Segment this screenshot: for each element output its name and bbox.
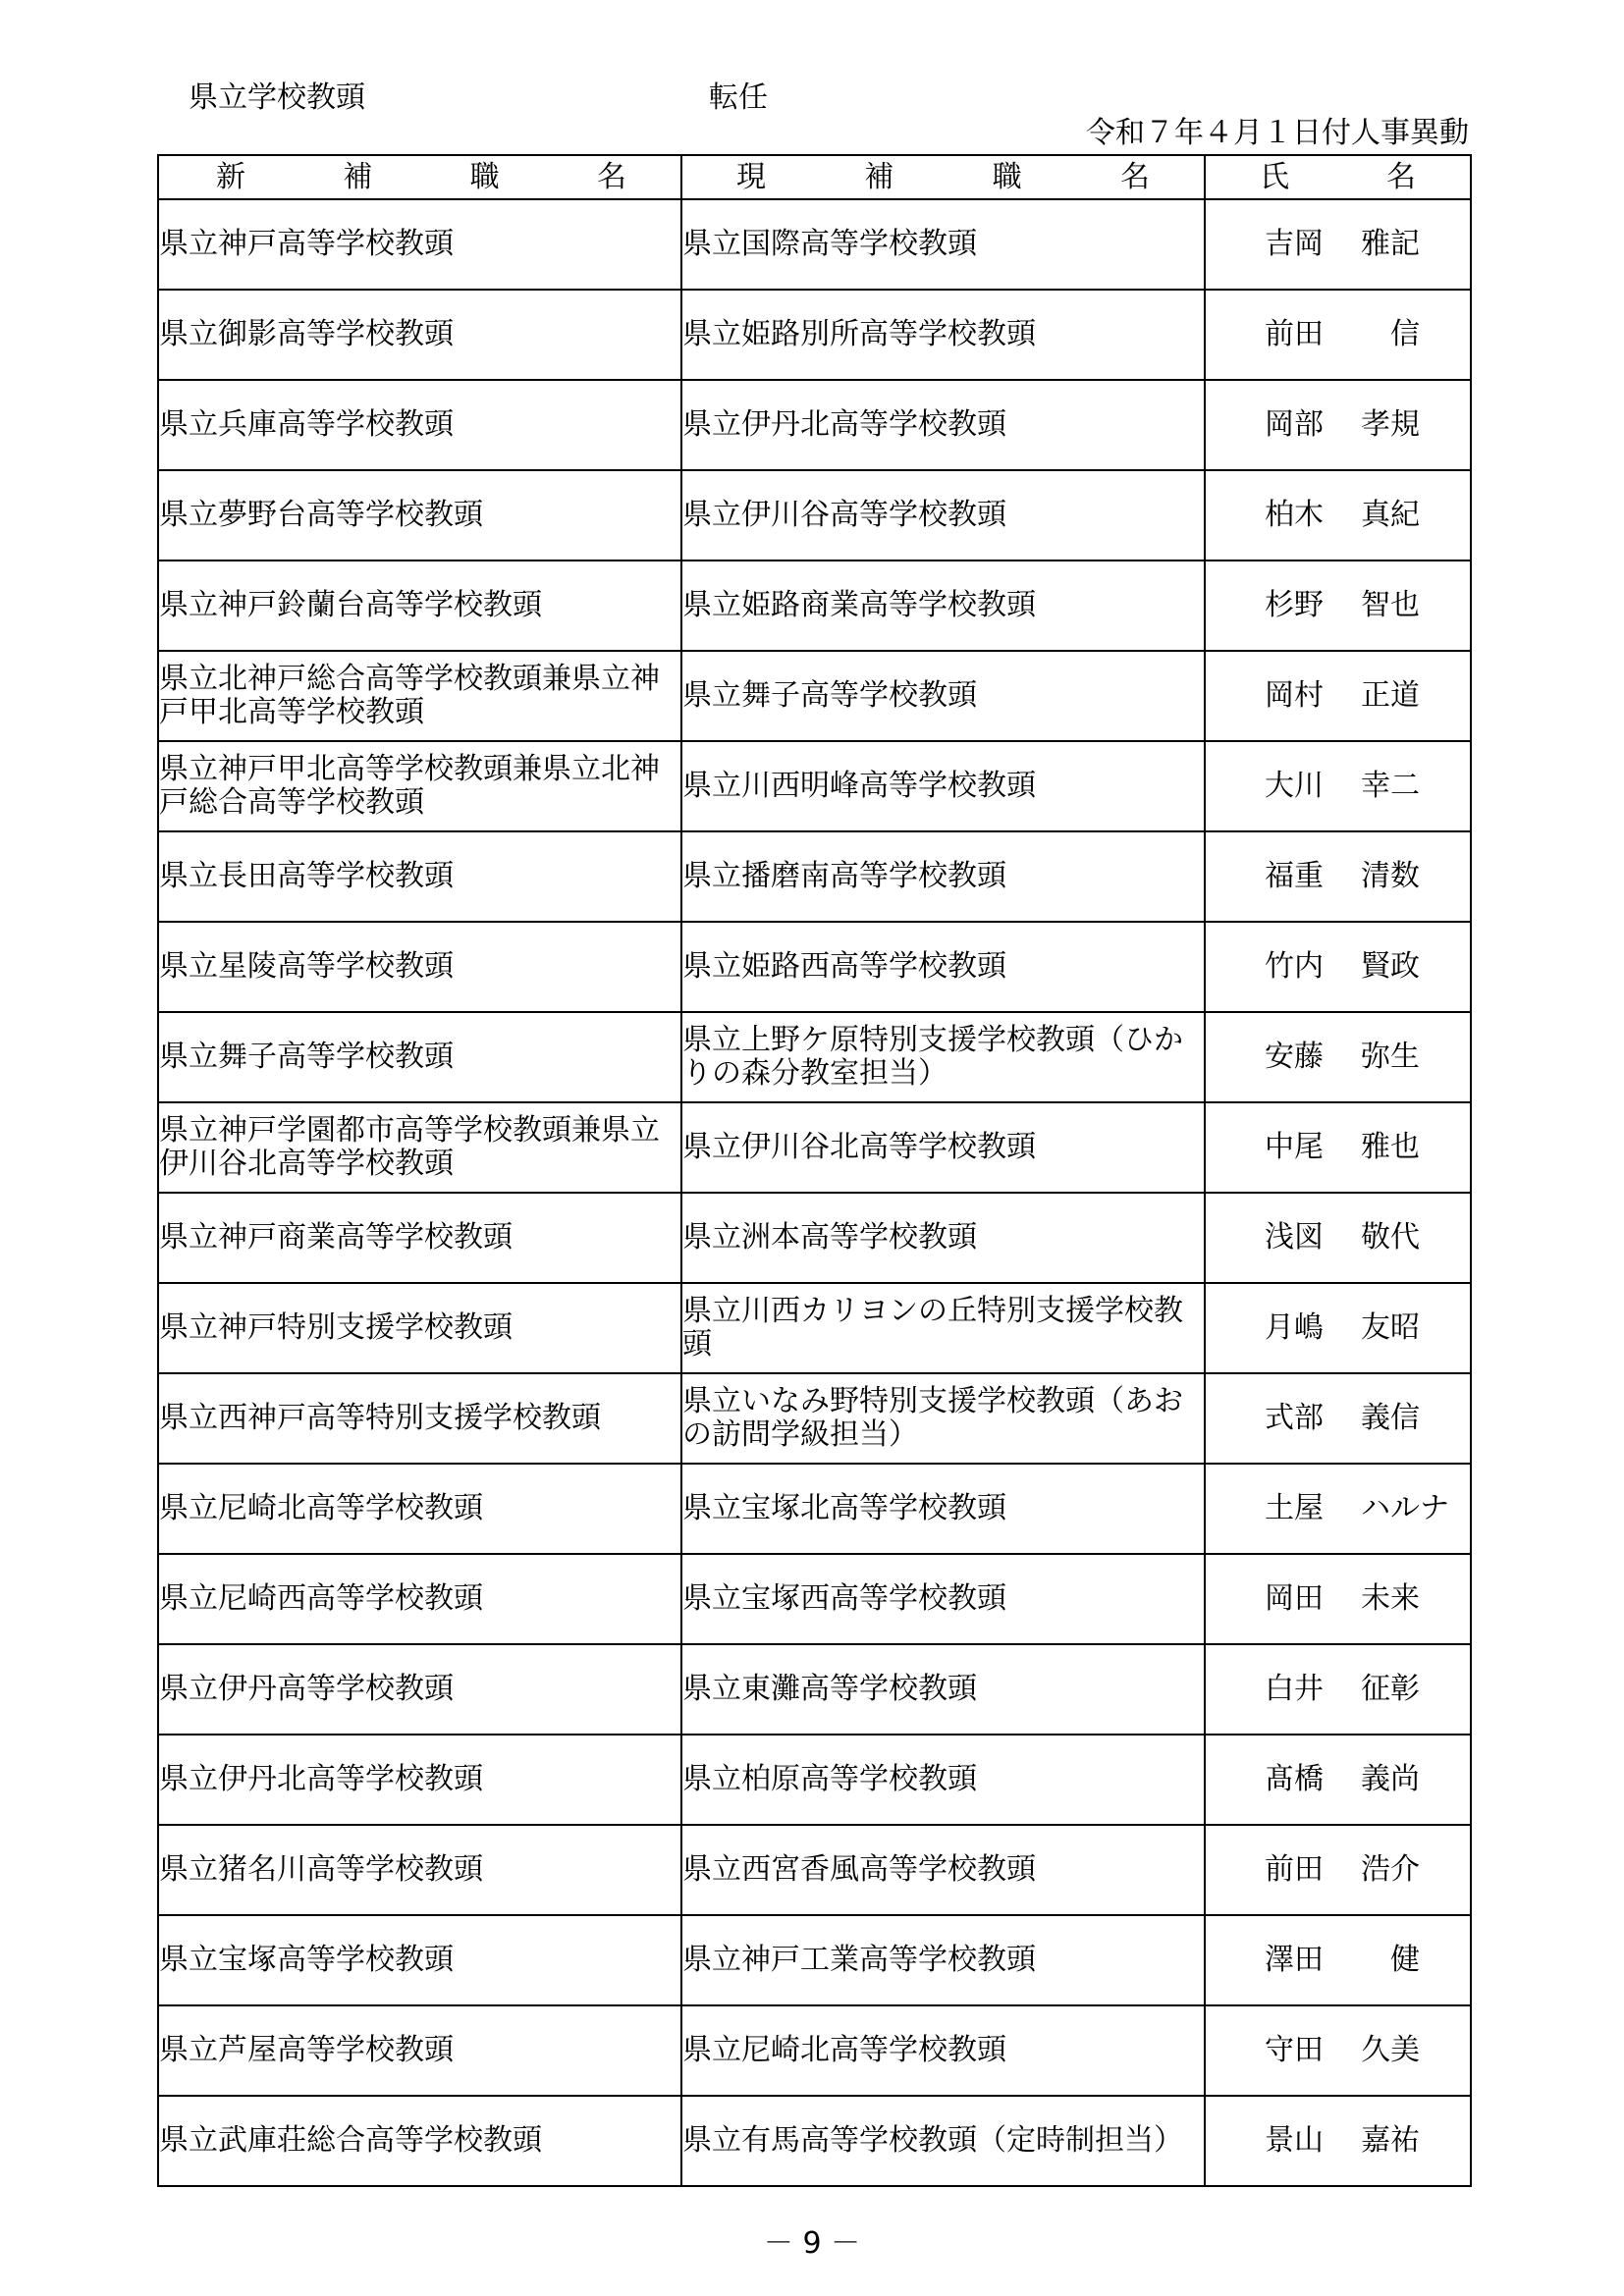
- header-char: 職: [469, 159, 500, 194]
- current-post-cell: 県立神戸工業高等学校教頭: [681, 1915, 1205, 2005]
- new-post-cell: 県立武庫荘総合高等学校教頭: [158, 2096, 681, 2186]
- person-name-cell: [1205, 2096, 1471, 2186]
- person-name-cell: [1205, 741, 1471, 831]
- new-post-cell: 県立神戸甲北高等学校教頭兼県立北神戸総合高等学校教頭: [158, 741, 681, 831]
- table-row: [158, 1193, 1471, 1283]
- surname: 式部: [1265, 1401, 1324, 1435]
- current-post-cell: 県立有馬高等学校教頭（定時制担当）: [681, 2096, 1205, 2186]
- person-name-cell: [1205, 1644, 1471, 1735]
- given-name: 義信: [1361, 1401, 1420, 1435]
- given-name: 健: [1361, 1943, 1420, 1977]
- new-post-cell: 県立長田高等学校教頭: [158, 831, 681, 922]
- column-header-new-post: [158, 155, 681, 199]
- current-post-cell: 県立川西明峰高等学校教頭: [681, 741, 1205, 831]
- surname: 髙橋: [1265, 1762, 1324, 1796]
- surname: 前田: [1265, 317, 1324, 351]
- table-row: [158, 1012, 1471, 1102]
- person-name-cell: [1205, 831, 1471, 922]
- surname: 前田: [1265, 1852, 1324, 1887]
- person-name-cell: [1205, 1554, 1471, 1644]
- surname: 吉岡: [1265, 227, 1324, 261]
- given-name: 敬代: [1361, 1220, 1420, 1255]
- new-post-cell: 県立神戸鈴蘭台高等学校教頭: [158, 561, 681, 651]
- surname: 土屋: [1265, 1491, 1324, 1525]
- table-row: [158, 651, 1471, 741]
- current-post-cell: 県立姫路商業高等学校教頭: [681, 561, 1205, 651]
- person-name-cell: [1205, 380, 1471, 470]
- given-name: 智也: [1361, 588, 1420, 622]
- new-post-cell: 県立伊丹北高等学校教頭: [158, 1735, 681, 1825]
- surname: 柏木: [1265, 498, 1324, 532]
- header-char: 名: [1386, 159, 1416, 194]
- person-name-cell: [1205, 1373, 1471, 1464]
- new-post-cell: 県立御影高等学校教頭: [158, 290, 681, 380]
- personnel-transfer-table: [157, 154, 1472, 2187]
- table-row: [158, 922, 1471, 1012]
- given-name: 浩介: [1361, 1852, 1420, 1887]
- new-post-cell: 県立伊丹高等学校教頭: [158, 1644, 681, 1735]
- given-name: 清数: [1361, 859, 1420, 893]
- current-post-cell: 県立国際高等学校教頭: [681, 199, 1205, 290]
- surname: 岡部: [1265, 407, 1324, 442]
- person-name-cell: [1205, 1193, 1471, 1283]
- given-name: 嘉祐: [1361, 2123, 1420, 2158]
- current-post-cell: 県立上野ケ原特別支援学校教頭（ひかりの森分教室担当）: [681, 1012, 1205, 1102]
- current-post-cell: 県立宝塚西高等学校教頭: [681, 1554, 1205, 1644]
- new-post-cell: 県立猪名川高等学校教頭: [158, 1825, 681, 1915]
- current-post-cell: 県立宝塚北高等学校教頭: [681, 1464, 1205, 1554]
- current-post-cell: 県立柏原高等学校教頭: [681, 1735, 1205, 1825]
- new-post-cell: 県立尼崎西高等学校教頭: [158, 1554, 681, 1644]
- person-name-cell: [1205, 1102, 1471, 1193]
- given-name: 友昭: [1361, 1310, 1420, 1345]
- surname: 大川: [1265, 769, 1324, 803]
- current-post-cell: 県立洲本高等学校教頭: [681, 1193, 1205, 1283]
- person-name-cell: [1205, 1012, 1471, 1102]
- table-row: [158, 1464, 1471, 1554]
- header-char: 名: [1119, 159, 1150, 194]
- surname: 岡田: [1265, 1581, 1324, 1616]
- table-row: [158, 290, 1471, 380]
- person-name-cell: [1205, 1735, 1471, 1825]
- new-post-cell: 県立尼崎北高等学校教頭: [158, 1464, 681, 1554]
- table-row: [158, 561, 1471, 651]
- table-row: [158, 470, 1471, 561]
- table-row: [158, 2005, 1471, 2096]
- given-name: 義尚: [1361, 1762, 1420, 1796]
- header-char: 現: [736, 159, 766, 194]
- table-row: [158, 1102, 1471, 1193]
- new-post-cell: 県立星陵高等学校教頭: [158, 922, 681, 1012]
- surname: 月嶋: [1265, 1310, 1324, 1345]
- current-post-cell: 県立伊丹北高等学校教頭: [681, 380, 1205, 470]
- given-name: 久美: [1361, 2033, 1420, 2067]
- given-name: 征彰: [1361, 1672, 1420, 1706]
- new-post-cell: 県立舞子高等学校教頭: [158, 1012, 681, 1102]
- header-char: 氏: [1260, 159, 1289, 194]
- surname: 澤田: [1265, 1943, 1324, 1977]
- table-row: [158, 1283, 1471, 1373]
- person-name-cell: [1205, 2005, 1471, 2096]
- header-char: 補: [864, 159, 894, 194]
- given-name: 幸二: [1361, 769, 1420, 803]
- given-name: 未来: [1361, 1581, 1420, 1616]
- new-post-cell: 県立神戸学園都市高等学校教頭兼県立伊川谷北高等学校教頭: [158, 1102, 681, 1193]
- column-header-name: [1205, 155, 1471, 199]
- current-post-cell: 県立舞子高等学校教頭: [681, 651, 1205, 741]
- new-post-cell: 県立神戸商業高等学校教頭: [158, 1193, 681, 1283]
- new-post-cell: 県立兵庫高等学校教頭: [158, 380, 681, 470]
- table-body: [158, 199, 1471, 2186]
- transfer-type: 転任: [709, 80, 768, 115]
- table-row: [158, 2096, 1471, 2186]
- header-char: 名: [596, 159, 626, 194]
- page-number: － 9 －: [763, 2226, 861, 2261]
- header-char: 補: [343, 159, 373, 194]
- surname: 守田: [1265, 2033, 1324, 2067]
- new-post-cell: 県立北神戸総合高等学校教頭兼県立神戸甲北高等学校教頭: [158, 651, 681, 741]
- table-row: [158, 1554, 1471, 1644]
- surname: 福重: [1265, 859, 1324, 893]
- current-post-cell: 県立伊川谷北高等学校教頭: [681, 1102, 1205, 1193]
- person-name-cell: [1205, 651, 1471, 741]
- table-row: [158, 1735, 1471, 1825]
- table-row: [158, 1373, 1471, 1464]
- effective-date-label: 令和７年４月１日付人事異動: [1086, 116, 1469, 150]
- given-name: 弥生: [1361, 1040, 1420, 1074]
- person-name-cell: [1205, 199, 1471, 290]
- surname: 杉野: [1265, 588, 1324, 622]
- header-char: 新: [216, 159, 245, 194]
- current-post-cell: 県立播磨南高等学校教頭: [681, 831, 1205, 922]
- given-name: 正道: [1361, 678, 1420, 713]
- person-name-cell: [1205, 1464, 1471, 1554]
- column-header-current-post: [681, 155, 1205, 199]
- surname: 浅図: [1265, 1220, 1324, 1255]
- person-name-cell: [1205, 922, 1471, 1012]
- person-name-cell: [1205, 470, 1471, 561]
- surname: 竹内: [1265, 949, 1324, 984]
- surname: 景山: [1265, 2123, 1324, 2158]
- current-post-cell: 県立姫路別所高等学校教頭: [681, 290, 1205, 380]
- header-char: 職: [992, 159, 1022, 194]
- new-post-cell: 県立宝塚高等学校教頭: [158, 1915, 681, 2005]
- current-post-cell: 県立東灘高等学校教頭: [681, 1644, 1205, 1735]
- new-post-cell: 県立芦屋高等学校教頭: [158, 2005, 681, 2096]
- person-name-cell: [1205, 290, 1471, 380]
- current-post-cell: 県立伊川谷高等学校教頭: [681, 470, 1205, 561]
- surname: 中尾: [1265, 1130, 1324, 1164]
- new-post-cell: 県立西神戸高等特別支援学校教頭: [158, 1373, 681, 1464]
- table-row: [158, 741, 1471, 831]
- given-name: 雅記: [1361, 227, 1420, 261]
- given-name: 孝規: [1361, 407, 1420, 442]
- given-name: ハルナ: [1361, 1491, 1449, 1525]
- given-name: 賢政: [1361, 949, 1420, 984]
- current-post-cell: 県立いなみ野特別支援学校教頭（あおの訪問学級担当）: [681, 1373, 1205, 1464]
- current-post-cell: 県立姫路西高等学校教頭: [681, 922, 1205, 1012]
- table-row: [158, 1825, 1471, 1915]
- table-header-row: [158, 155, 1471, 199]
- given-name: 雅也: [1361, 1130, 1420, 1164]
- person-name-cell: [1205, 1825, 1471, 1915]
- person-name-cell: [1205, 561, 1471, 651]
- table-row: [158, 380, 1471, 470]
- current-post-cell: 県立川西カリヨンの丘特別支援学校教頭: [681, 1283, 1205, 1373]
- new-post-cell: 県立夢野台高等学校教頭: [158, 470, 681, 561]
- surname: 白井: [1265, 1672, 1324, 1706]
- surname: 岡村: [1265, 678, 1324, 713]
- document-category: 県立学校教頭: [189, 80, 365, 115]
- table-row: [158, 199, 1471, 290]
- table-row: [158, 831, 1471, 922]
- current-post-cell: 県立西宮香風高等学校教頭: [681, 1825, 1205, 1915]
- new-post-cell: 県立神戸特別支援学校教頭: [158, 1283, 681, 1373]
- table-row: [158, 1915, 1471, 2005]
- table-row: [158, 1644, 1471, 1735]
- given-name: 信: [1361, 317, 1420, 351]
- person-name-cell: [1205, 1283, 1471, 1373]
- new-post-cell: 県立神戸高等学校教頭: [158, 199, 681, 290]
- current-post-cell: 県立尼崎北高等学校教頭: [681, 2005, 1205, 2096]
- surname: 安藤: [1265, 1040, 1324, 1074]
- given-name: 真紀: [1361, 498, 1420, 532]
- person-name-cell: [1205, 1915, 1471, 2005]
